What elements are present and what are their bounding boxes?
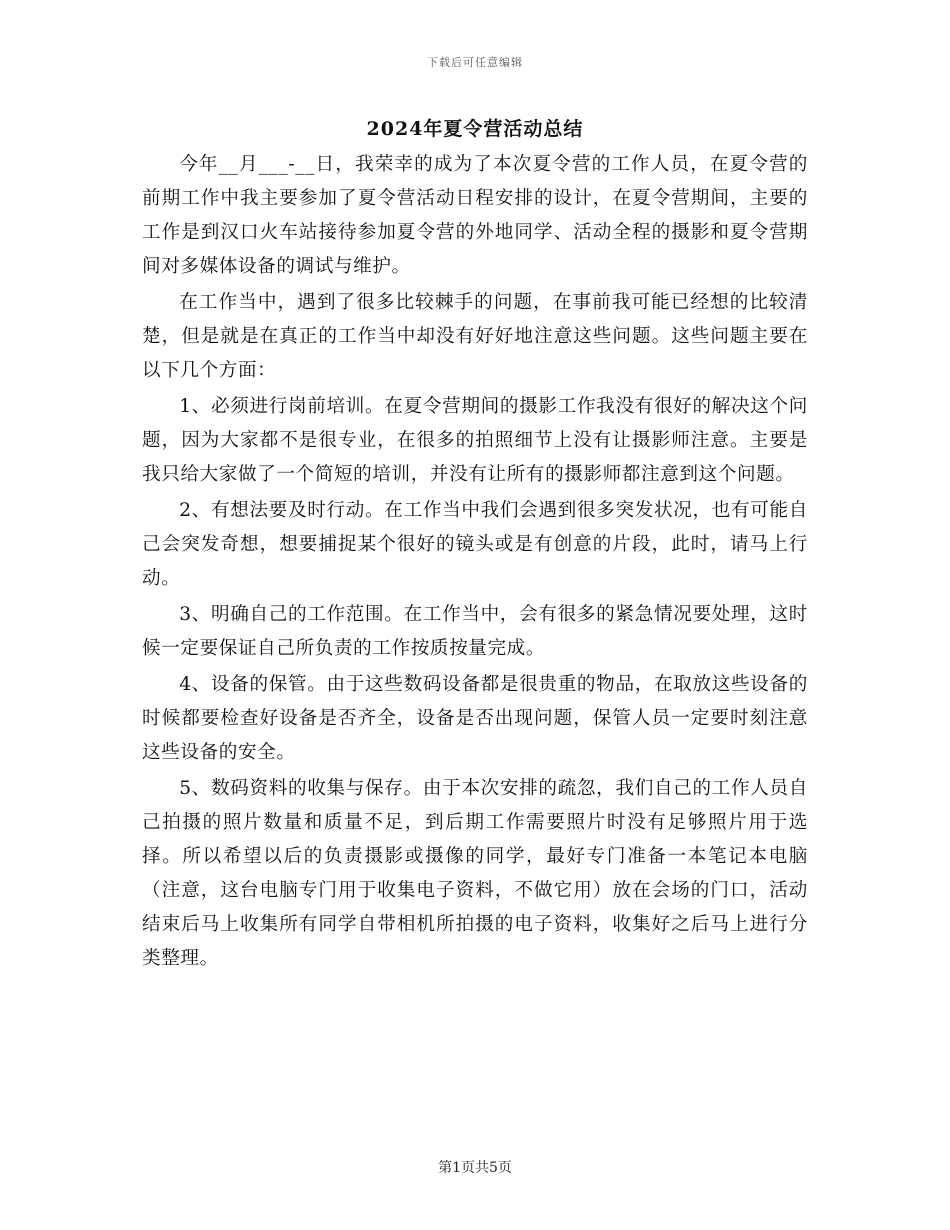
page-number: 第1页共5页 [438,1160,512,1176]
paragraph-item-5: 5、数码资料的收集与保存。由于本次安排的疏忽，我们自己的工作人员自己拍摄的照片数量和质量不足，到后期工作需要照片时没有足够照片用于选择。所以希望以后的负责摄影或摄像的同学，最好专门准备一本笔记本电脑（注意，这台电脑专门用于收集电子资料，不做它用）放在会场的门口，活动结束后马上收集所有同学自带相机所拍摄的电子资料，收集好之后马上进行分类整理。 [142,778,808,969]
paragraph-intro: 今年__月___-__日，我荣幸的成为了本次夏令营的工作人员，在夏令营的前期工作中我主要参加了夏令营活动日程安排的设计，在夏令营期间，主要的工作是到汉口火车站接待参加夏令营的外地同学、活动全程的摄影和夏令营期间对多媒体设备的调试与维护。 [142,154,808,277]
document-body [142,148,808,978]
document-title: 2024年夏令营活动总结 [366,118,584,140]
paragraph-item-2: 2、有想法要及时行动。在工作当中我们会遇到很多突发状况，也有可能自己会突发奇想，想要捕捉某个很好的镜头或是有创意的片段，此时，请马上行动。 [142,500,808,589]
paragraph-item-3: 3、明确自己的工作范围。在工作当中，会有很多的紧急情况要处理，这时候一定要保证自己所负责的工作按质按量完成。 [142,604,808,659]
paragraph-problems: 在工作当中，遇到了很多比较棘手的问题，在事前我可能已经想的比较清楚，但是就是在真正的工作当中却没有好好地注意这些问题。这些问题主要在以下几个方面： [142,292,808,381]
paragraph-item-4: 4、设备的保管。由于这些数码设备都是很贵重的物品，在取放这些设备的时候都要检查好设备是否齐全，设备是否出现问题，保管人员一定要时刻注意这些设备的安全。 [142,674,808,763]
paragraph-item-1: 1、必须进行岗前培训。在夏令营期间的摄影工作我没有很好的解决这个问题，因为大家都不是很专业，在很多的拍照细节上没有让摄影师注意。主要是我只给大家做了一个简短的培训，并没有让所有的摄影师都注意到这个问题。 [142,396,808,485]
page-header-note: 下载后可任意编辑 [427,56,523,69]
